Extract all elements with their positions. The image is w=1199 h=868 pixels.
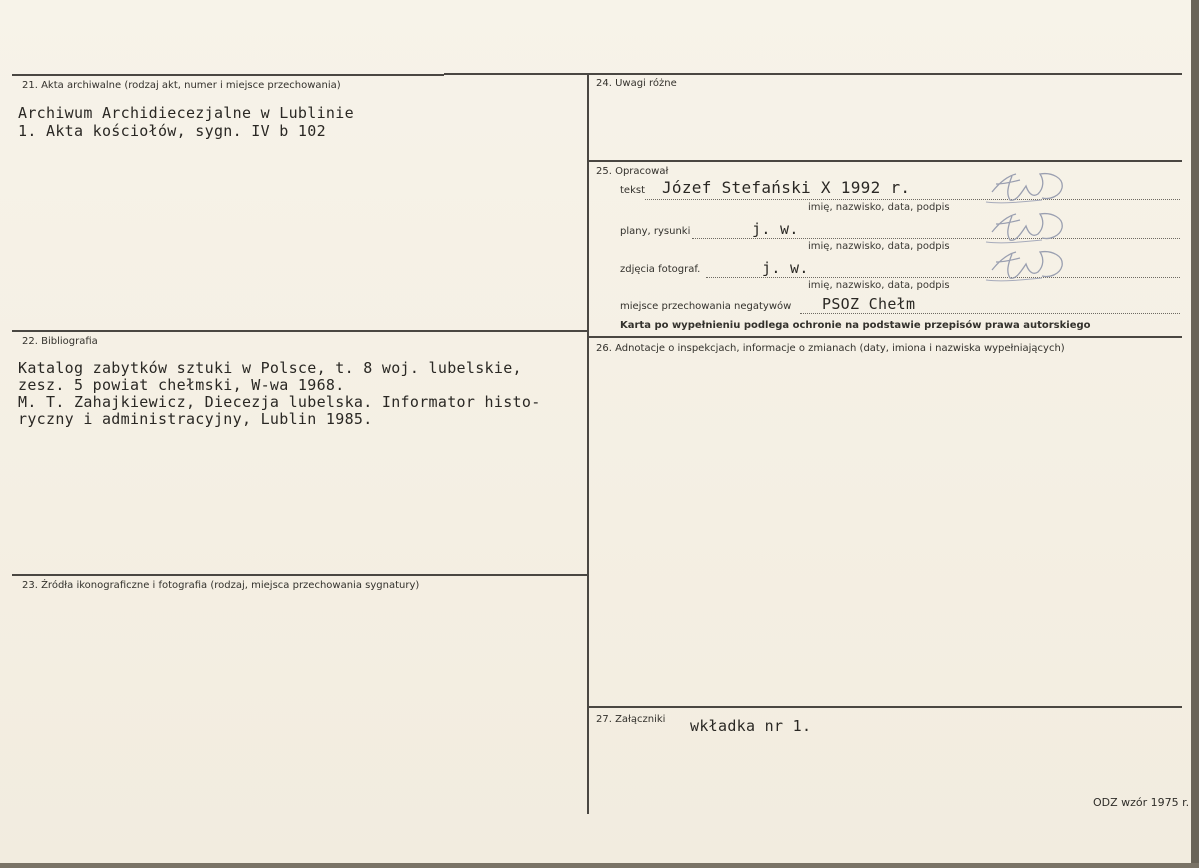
rule-26-27 (589, 706, 1182, 708)
zdjecia-value: j. w. (762, 259, 809, 277)
plany-caption: imię, nazwisko, data, podpis (808, 241, 950, 252)
rule-25-26 (589, 336, 1182, 338)
negatywy-dotted-line (800, 313, 1180, 314)
bibliography-line-3: M. T. Zahajkiewicz, Diecezja lubelska. Informator histo- (18, 393, 541, 411)
tekst-caption: imię, nazwisko, data, podpis (808, 202, 950, 213)
signature-1 (982, 162, 1074, 208)
plany-value: j. w. (752, 220, 799, 238)
section-25-label: 25. Opracował (596, 166, 669, 177)
section-27-label: 27. Załączniki (596, 714, 666, 725)
negatywy-label: miejsce przechowania negatywów (620, 301, 792, 312)
card-edge-bottom (0, 863, 1199, 868)
copyright-note: Karta po wypełnieniu podlega ochronie na podstawie przepisów prawa autorskiego (620, 320, 1091, 331)
section-24-label: 24. Uwagi różne (596, 78, 677, 89)
tekst-dotted-line (645, 199, 1180, 200)
top-rule-left (12, 74, 444, 76)
plany-label: plany, rysunki (620, 226, 691, 237)
center-divider (587, 74, 589, 814)
section-21-line-1: Archiwum Archidiecezjalne w Lublinie (18, 104, 354, 122)
top-rule-right (444, 73, 1182, 75)
rule-24-25 (589, 160, 1182, 162)
card-edge-right (1191, 0, 1199, 868)
section-23-label: 23. Źródła ikonograficzne i fotografia (rodzaj, miejsca przechowania sygnatury) (22, 580, 420, 591)
bibliography-line-4: ryczny i administracyjny, Lublin 1985. (18, 410, 373, 428)
bibliography-line-2: zesz. 5 powiat chełmski, W-wa 1968. (18, 376, 345, 394)
section-22-label: 22. Bibliografia (22, 336, 98, 347)
zdjecia-label: zdjęcia fotograf. (620, 264, 701, 275)
rule-22-23 (12, 574, 587, 576)
form-id: ODZ wzór 1975 r. (1093, 796, 1190, 809)
rule-21-22 (12, 330, 587, 332)
tekst-label: tekst (620, 185, 645, 196)
plany-dotted-line (692, 238, 1180, 239)
section-21-label: 21. Akta archiwalne (rodzaj akt, numer i miejsce przechowania) (22, 80, 341, 91)
zdjecia-caption: imię, nazwisko, data, podpis (808, 280, 950, 291)
signature-3 (982, 240, 1074, 286)
negatywy-value: PSOZ Chełm (822, 295, 916, 313)
bibliography-line-1: Katalog zabytków sztuki w Polsce, t. 8 woj. lubelskie, (18, 359, 522, 377)
tekst-value: Józef Stefański X 1992 r. (662, 178, 911, 197)
zdjecia-dotted-line (706, 277, 1180, 278)
section-21-line-2: 1. Akta kościołów, sygn. IV b 102 (18, 122, 326, 140)
section-27-value: wkładka nr 1. (690, 717, 812, 735)
section-26-label: 26. Adnotacje o inspekcjach, informacje o zmianach (daty, imiona i nazwiska wypełniających) (596, 343, 1065, 354)
